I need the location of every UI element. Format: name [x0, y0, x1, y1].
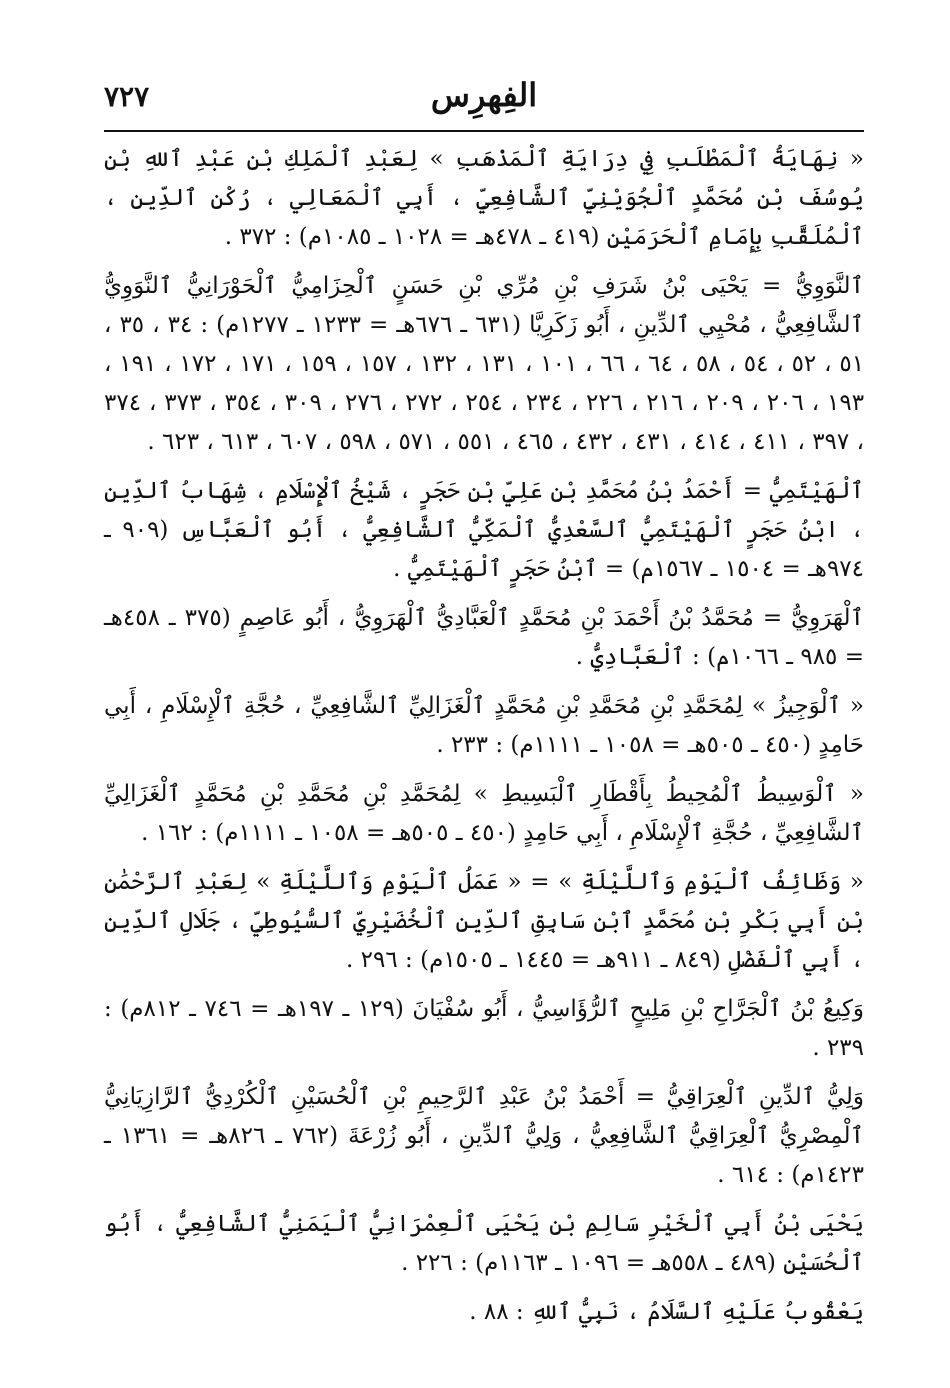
index-entries	[104, 140, 864, 1342]
header-divider	[104, 130, 864, 132]
index-entry-al-wasit: « ٱلْوَسِيطُ ٱلْمُحِيطُ بِأَقْطَارِ ٱلْبَسِيطِ » لِمُحَمَّدِ بْنِ مُحَمَّدِ بْنِ مُحَمَّدٍ ٱلْغَزَالِيِّ ٱلشَّافِعِيِّ ، حُجَّةِ ٱلْإِسْلَامِ ، أَبِي حَامِدٍ (٤٥٠ ـ ٥٠٥هـ = ١٠٥٨ ـ ١١١١م) : ١٦٢ .	[104, 781, 864, 846]
index-entry-waki: وَكِيعُ بْنُ ٱلْجَرَّاحِ بْنِ مَلِيحٍ ٱلرُّؤَاسِيُّ ، أَبُو سُفْيَانَ (١٢٩ ـ ١٩٧هـ = ٧٤٦ ـ ٨١٢م) : ٢٣٩ .	[104, 996, 864, 1061]
index-entry-nihayat-al-matlab: « نِهَايَةُ ٱلْمَطْلَبِ فِي دِرَايَةِ ٱلْمَذْهَبِ » لِعَبْدِ ٱلْمَلِكِ بْنِ عَبْدِ ٱللهِ بْنِ يُوسُفَ بْنِ مُحَمَّدٍ ٱلْجُوَيْنِيِّ ٱلشَّافِعِيِّ ، أَبِي ٱلْمَعَالِي ، رُكْنِ ٱلدِّينِ ، ٱلْمُلَقَّبِ بِإِمَامِ ٱلْحَرَمَيْنِ (٤١٩ ـ ٤٧٨هـ = ١٠٢٨ ـ ١٠٨٥م) : ٣٧٢ .	[104, 146, 864, 250]
page-title: الفِهرِس	[430, 76, 538, 114]
index-entry-yaqub: يَعْقُوبُ عَلَيْهِ ٱلسَّلَامُ ، نَبِيُّ ٱللهِ : ٨٨ .	[469, 1299, 864, 1325]
page-header	[104, 72, 864, 132]
page-number: ٧٢٧	[104, 80, 150, 113]
index-entry-wazaif-al-yawm: « وَظَائِفُ ٱلْيَوْمِ وَٱللَّيْلَةِ » = « عَمَلُ ٱلْيَوْمِ وَٱللَّيْلَةِ » لِعَبْدِ ٱلرَّحْمَٰنِ بْنِ أَبِي بَكْرِ بْنِ مُحَمَّدٍ ٱبْنِ سَابِقِ ٱلدِّينِ ٱلْخُضَيْرِيِّ ٱلسُّيُوطِيِّ ، جَلَالِ ٱلدِّينِ ، أَبِي ٱلْفَضْلِ (٨٤٩ ـ ٩١١هـ = ١٤٤٥ ـ ١٥٠٥م) : ٢٩٦ .	[104, 869, 864, 973]
index-entry-wali-al-din-al-iraqi: وَلِيُّ ٱلدِّينِ ٱلْعِرَاقِيُّ = أَحْمَدُ بْنُ عَبْدِ ٱلرَّحِيمِ بْنِ ٱلْحُسَيْنِ ٱلْكُرْدِيُّ ٱلرَّازِيَانِيُّ ٱلْمِصْرِيُّ ٱلْعِرَاقِيُّ ٱلشَّافِعِيُّ ، وَلِيُّ ٱلدِّينِ ، أَبُو زُرْعَةَ (٧٦٢ ـ ٨٢٦هـ = ١٣٦١ ـ ١٤٢٣م) : ٦١٤ .	[104, 1084, 864, 1188]
index-entry-al-harawi: ٱلْهَرَوِيُّ = مُحَمَّدُ بْنُ أَحْمَدَ بْنِ مُحَمَّدٍ ٱلْعَبَّادِيُّ ٱلْهَرَوِيُّ ، أَبُو عَاصِمٍ (٣٧٥ ـ ٤٥٨هـ = ٩٨٥ ـ ١٠٦٦م) : ٱلْعَبَّادِيُّ .	[104, 605, 864, 670]
index-entry-al-nawawi: ٱلنَّوَوِيُّ = يَحْيَى بْنُ شَرَفِ بْنِ مُرِّي بْنِ حَسَنٍ ٱلْحِزَامِيُّ ٱلْحَوْرَانِيُّ ٱلنَّوَوِيُّ ٱلشَّافِعِيُّ ، مُحْيِي ٱلدِّينِ ، أَبُو زَكَرِيَّا (٦٣١ ـ ٦٧٦هـ = ١٢٣٣ ـ ١٢٧٧م) : ٣٤ ، ٣٥ ، ٥١ ، ٥٢ ، ٥٤ ، ٥٨ ، ٦٤ ، ٦٦ ، ١٠١ ، ١٣١ ، ١٣٢ ، ١٥٧ ، ١٥٩ ، ١٧١ ، ١٧٢ ، ١٩١ ، ١٩٣ ، ٢٠٦ ، ٢٠٩ ، ٢١٦ ، ٢٢٦ ، ٢٣٤ ، ٢٥٤ ، ٢٧٢ ، ٢٧٦ ، ٣٠٩ ، ٣٥٤ ، ٣٧٣ ، ٣٧٤ ، ٣٩٧ ، ٤١١ ، ٤١٤ ، ٤٣١ ، ٤٣٢ ، ٤٦٥ ، ٥٥١ ، ٥٧١ ، ٥٩٨ ، ٦٠٧ ، ٦١٣ ، ٦٢٣ .	[104, 273, 865, 455]
index-entry-al-haytami: ٱلْهَيْتَمِيُّ = أَحْمَدُ بْنُ مُحَمَّدِ بْنِ عَلِيِّ بْنِ حَجَرٍ ، شَيْخُ ٱلْإِسْلَامِ ، شِهَابُ ٱلدِّينِ ، ابْنُ حَجَرٍ ٱلْهَيْتَمِيُّ ٱلسَّعْدِيُّ ٱلْمَكِّيُّ ٱلشَّافِعِيُّ ، أَبُو ٱلْعَبَّاسِ (٩٠٩ ـ ٩٧٤هـ = ١٥٠٤ ـ ١٥٦٧م) = ٱبْنُ حَجَرٍ ٱلْهَيْتَمِيُّ .	[104, 478, 864, 582]
index-entry-yahya-al-imrani: يَحْيَى بْنُ أَبِي ٱلْخَيْرِ سَالِمِ بْنِ يَحْيَى ٱلْعِمْرَانِيُّ ٱلْيَمَنِيُّ ٱلشَّافِعِيُّ ، أَبُو ٱلْحُسَيْنِ (٤٨٩ ـ ٥٥٨هـ = ١٠٩٦ ـ ١١٦٣م) : ٢٢٦ .	[104, 1211, 864, 1276]
index-entry-al-wajiz: « ٱلْوَجِيزُ » لِمُحَمَّدِ بْنِ مُحَمَّدِ بْنِ مُحَمَّدٍ ٱلْغَزَالِيِّ ٱلشَّافِعِيِّ ، حُجَّةِ ٱلْإِسْلَامِ ، أَبِي حَامِدٍ (٤٥٠ ـ ٥٠٥هـ = ١٠٥٨ ـ ١١١١م) : ٢٣٣ .	[104, 693, 864, 758]
